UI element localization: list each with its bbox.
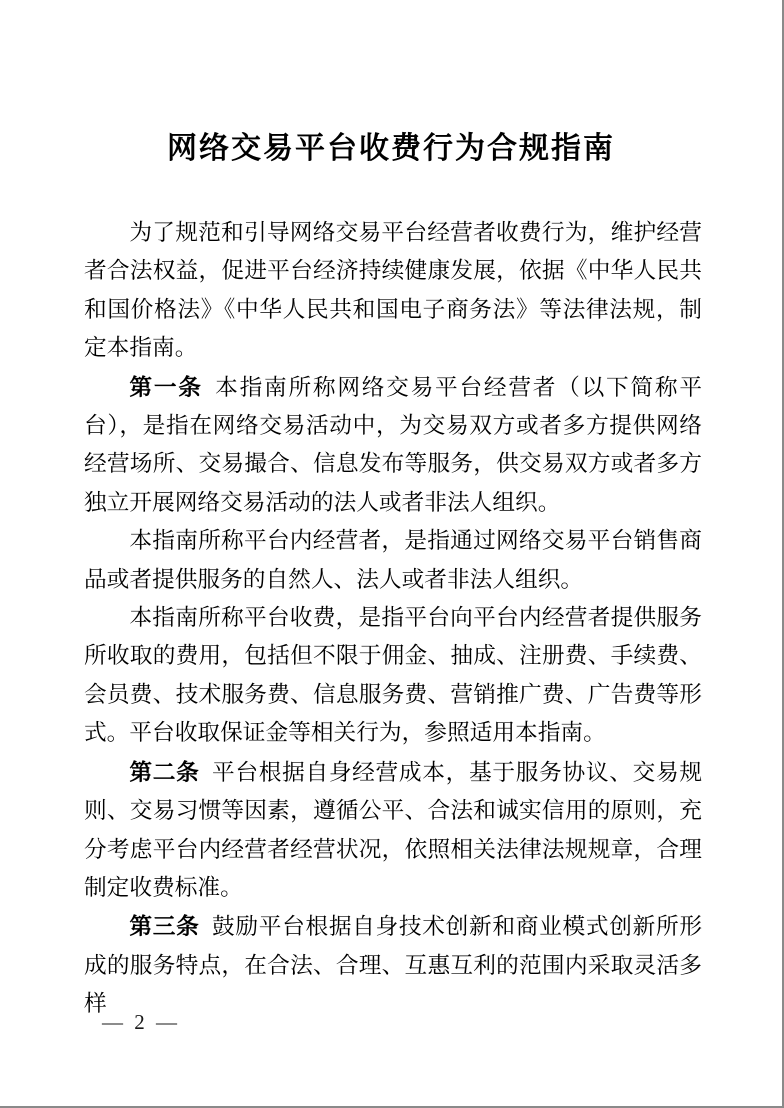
paragraph: 第三条 鼓励平台根据自身技术创新和商业模式创新所形成的服务特点，在合法、合理、互惠互利的范围内采取灵活多样 [84,913,703,1017]
paragraph: 第一条 本指南所称网络交易平台经营者（以下简称平台），是指在网络交易活动中，为交易双方或者多方提供网络经营场所、交易撮合、信息发布等服务，供交易双方或者多方独立开展网络交易活动的法人或者非法人组织。 [84,373,703,515]
article-label: 第二条 [129,758,200,785]
paragraph: 本指南所称平台内经营者，是指通过网络交易平台销售商品或者提供服务的自然人、法人或者非法人组织。 [84,528,702,592]
article-label: 第一条 [129,373,203,400]
paragraph: 为了规范和引导网络交易平台经营者收费行为，维护经营者合法权益，促进平台经济持续健康发展，依据《中华人民共和国价格法》《中华人民共和国电子商务法》等法律法规，制定本指南。 [84,220,702,361]
article-label: 第三条 [129,913,200,940]
document-title: 网络交易平台收费行为合规指南 [167,132,615,165]
page-number: — 2 — [102,1010,180,1034]
document-body [84,214,702,1024]
paragraph: 本指南所称平台收费，是指平台向平台内经营者提供服务所收取的费用，包括但不限于佣金、抽成、注册费、手续费、会员费、技术服务费、信息服务费、营销推广费、广告费等形式。平台收取保证金等相关行为，参照适用本指南。 [84,605,702,746]
paragraph: 第二条 平台根据自身经营成本，基于服务协议、交易规则、交易习惯等因素，遵循公平、合法和诚实信用的原则，充分考虑平台内经营者经营状况，依照相关法律法规规章，合理制定收费标准。 [84,758,703,900]
